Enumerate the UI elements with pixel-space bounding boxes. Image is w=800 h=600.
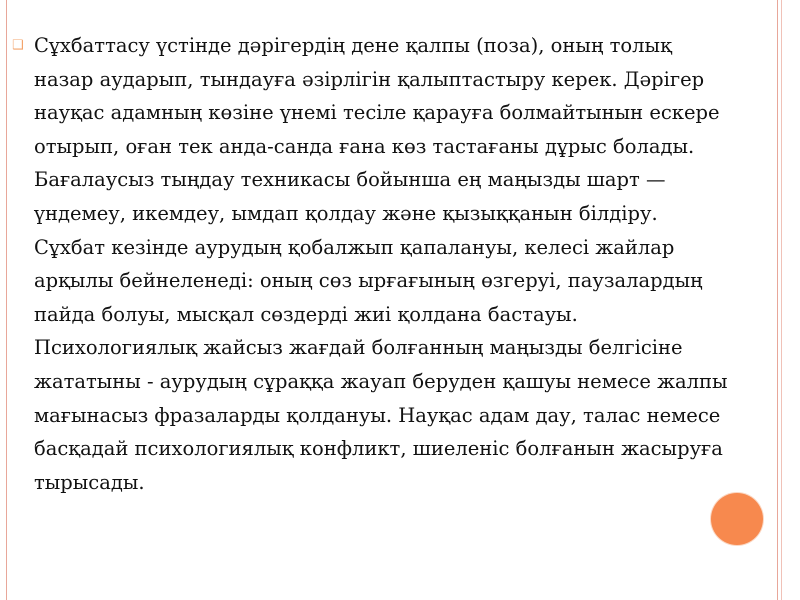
paragraph-line: пайда болуы, мысқал сөздерді жиі қолдана бастауы. [34, 302, 578, 326]
paragraph-line: Психологиялық жайсыз жағдай болғанның маңызды белгісіне [34, 336, 683, 360]
paragraph-line: мағынасыз фразаларды қолдануы. Науқас адам дау, талас немесе [34, 403, 721, 427]
paragraph-line: назар аударып, тындауға әзірлігін қалыптастыру керек. Дәрігер [34, 67, 705, 91]
paragraph-line: басқадай психологиялық конфликт, шиеленіс болғанын жасыруға [34, 437, 723, 461]
slide-body-paragraph [34, 29, 792, 499]
paragraph-line: үндемеу, икемдеу, ымдап қолдау және қызыққанын білдіру. [34, 201, 658, 225]
paragraph-line: арқылы бейнеленеді: оның сөз ырғағының өзгеруі, паузалардың [34, 269, 703, 293]
paragraph-line: науқас адамның көзіне үнемі тесіле қарауға болмайтынын ескере [34, 101, 720, 125]
paragraph-line: тырысады. [34, 470, 145, 494]
paragraph-line: Бағалаусыз тыңдау техникасы бойынша ең маңызды шарт — [34, 168, 666, 192]
paragraph-line: Сұхбат кезінде аурудың қобалжып қапалануы, келесі жайлар [34, 235, 675, 259]
bullet-icon: ❑ [12, 38, 24, 53]
left-frame-line [6, 0, 7, 600]
paragraph-line: жататыны - аурудың сұраққа жауап беруден қашуы немесе жалпы [34, 369, 728, 393]
decorative-circle-icon [711, 493, 763, 545]
paragraph-line: отырып, оған тек анда-санда ғана көз тастағаны дұрыс болады. [34, 134, 695, 158]
paragraph-line: Сұхбаттасу үстінде дәрігердің дене қалпы (поза), оның толық [34, 34, 672, 57]
